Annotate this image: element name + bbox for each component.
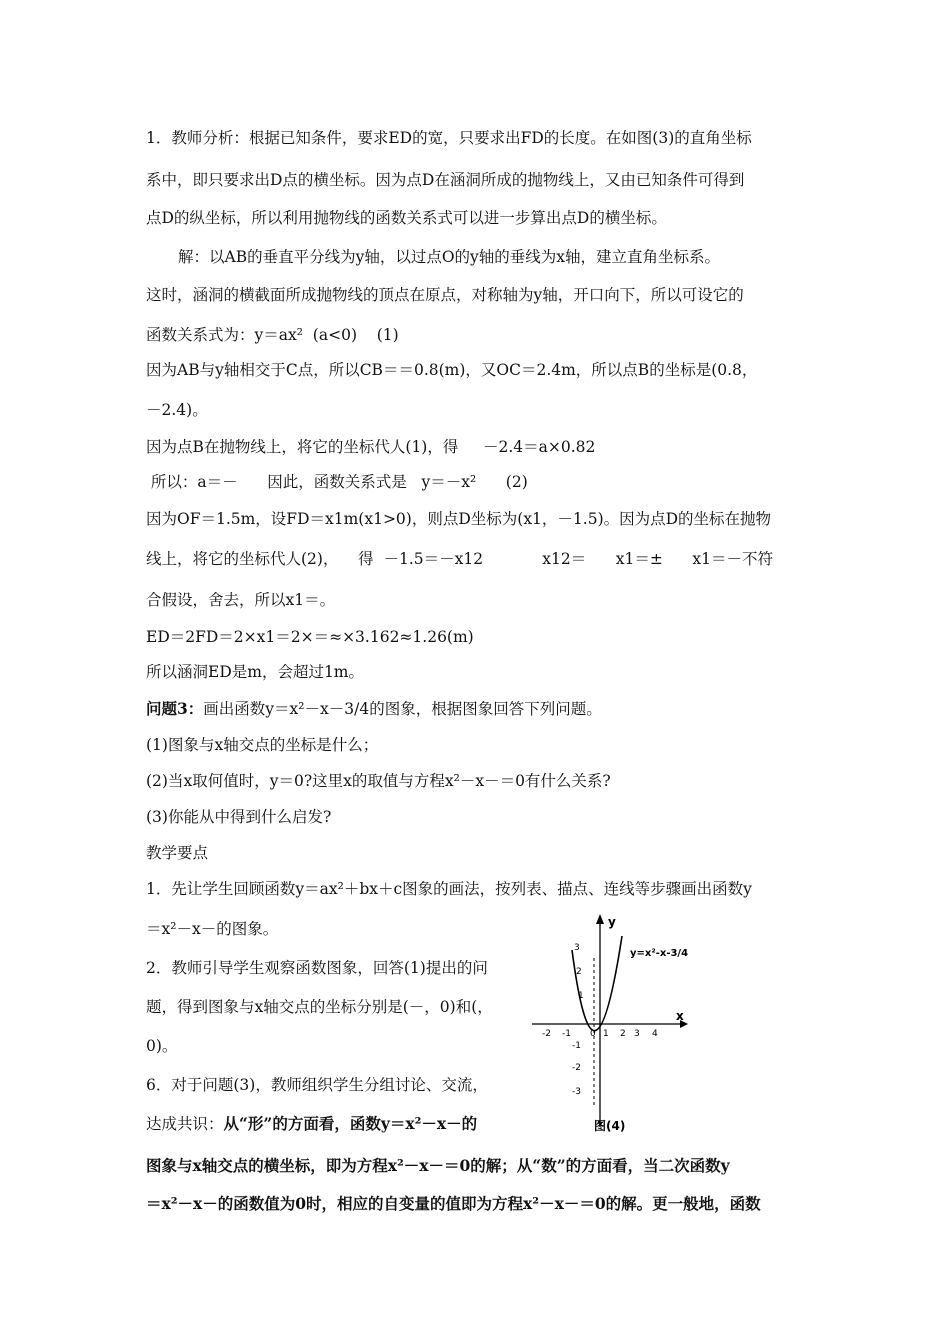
solution-line-11: ED＝2FD＝2×x1＝2×＝≈×3.162≈1.26(m) [146,628,474,646]
x-tick: 2 [620,1029,626,1039]
consensus-bold-1: 从“形”的方面看，函数y＝x²－x－的 [223,1114,478,1133]
point-6-line-1: 6．对于问题(3)，教师组织学生分组讨论、交流， [146,1076,488,1094]
solution-line-7: 所以：a＝－ 因此，函数关系式是 y＝－x² (2) [146,473,528,491]
solution-line-12: 所以涵洞ED是m，会超过1m。 [146,663,364,681]
analysis-line-2: 系中，即只要求出D点的横坐标。因为点D在涵洞所成的抛物线上，又由已知条件可得到 [146,171,745,189]
solution-line-10: 合假设，舍去，所以x1＝。 [146,591,336,609]
y-tick: -3 [572,1087,581,1097]
y-axis-label: y [608,915,616,929]
x-tick: 4 [652,1029,658,1039]
consensus-bold-2: 图象与x轴交点的横坐标，即为方程x²－x－＝0的解；从“数”的方面看，当二次函数y [146,1156,730,1175]
y-axis-arrow [596,914,604,924]
y-tick: -1 [572,1041,581,1051]
teaching-points-heading: 教学要点 [146,844,209,862]
solution-line-4: 因为AB与y轴相交于C点，所以CB＝＝0.8(m)，又OC＝2.4m，所以点B的坐标是(0.8， [146,361,758,379]
y-tick: 2 [576,967,582,977]
solution-line-9: 线上，将它的坐标代人(2)， 得 －1.5＝－x12 x12＝ x1＝± x1＝－不符 [146,550,774,568]
analysis-line-1: 1．教师分析：根据已知条件，要求ED的宽，只要求出FD的长度。在如图(3)的直角坐标 [146,129,752,147]
x-tick: 0 [590,1029,596,1039]
y-tick: -2 [572,1063,581,1073]
y-tick: 1 [578,991,584,1001]
x-tick: 3 [634,1029,640,1039]
point-1-line-2: ＝x²－x－的图象。 [146,920,279,938]
point-2-line-2: 题，得到图象与x轴交点的坐标分别是(－，0)和(， [146,998,493,1016]
problem-3 [146,699,602,719]
y-tick: 3 [574,943,580,953]
curve-label: y=x²-x-3/4 [630,948,689,959]
solution-line-3: 函数关系式为：y＝ax² (a<0) (1) [146,326,399,344]
consensus-line [146,1114,477,1134]
solution-line-6: 因为点B在抛物线上，将它的坐标代人(1)，得 －2.4＝a×0.82 [146,438,596,456]
figure-caption: 图(4) [594,1119,626,1133]
question-1: (1)图象与x轴交点的坐标是什么； [146,736,379,754]
problem-3-label: 问题3： [146,699,204,718]
x-tick: 1 [603,1029,609,1039]
consensus-bold-3: ＝x²－x－的函数值为0时，相应的自变量的值即为方程x²－x－＝0的解。更一般地，函数 [146,1194,761,1213]
problem-3-text: 画出函数y＝x²－x－3/4的图象，根据图象回答下列问题。 [203,700,602,718]
solution-line-2: 这时，涵洞的横截面所成抛物线的顶点在原点，对称轴为y轴，开口向下，所以可设它的 [146,286,744,304]
point-2-line-1: 2．教师引导学生观察函数图象，回答(1)提出的问 [146,959,488,977]
solution-line-8: 因为OF＝1.5m，设FD＝x1m(x1>0)，则点D坐标为(x1，－1.5)。因为点D的坐标在抛物 [146,510,772,528]
analysis-line-3: 点D的纵坐标，所以利用抛物线的函数关系式可以进一步算出点D的横坐标。 [146,209,667,227]
x-tick: -1 [562,1029,571,1039]
question-3: (3)你能从中得到什么启发? [146,808,332,826]
x-axis-label: x [676,1009,684,1023]
x-tick: -2 [542,1029,551,1039]
solution-line-5: －2.4)。 [146,401,208,419]
consensus-prefix: 达成共识： [146,1115,224,1133]
point-2-line-3: 0)。 [146,1037,178,1055]
parabola-figure [528,908,700,1136]
point-1-line-1: 1．先让学生回顾函数y＝ax²＋bx＋c图象的画法，按列表、描点、连线等步骤画出函数y [146,880,752,898]
solution-line-1: 解：以AB的垂直平分线为y轴，以过点O的y轴的垂线为x轴，建立直角坐标系。 [178,248,721,266]
question-2: (2)当x取何值时，y＝0?这里x的取值与方程x²－x－＝0有什么关系? [146,772,611,790]
